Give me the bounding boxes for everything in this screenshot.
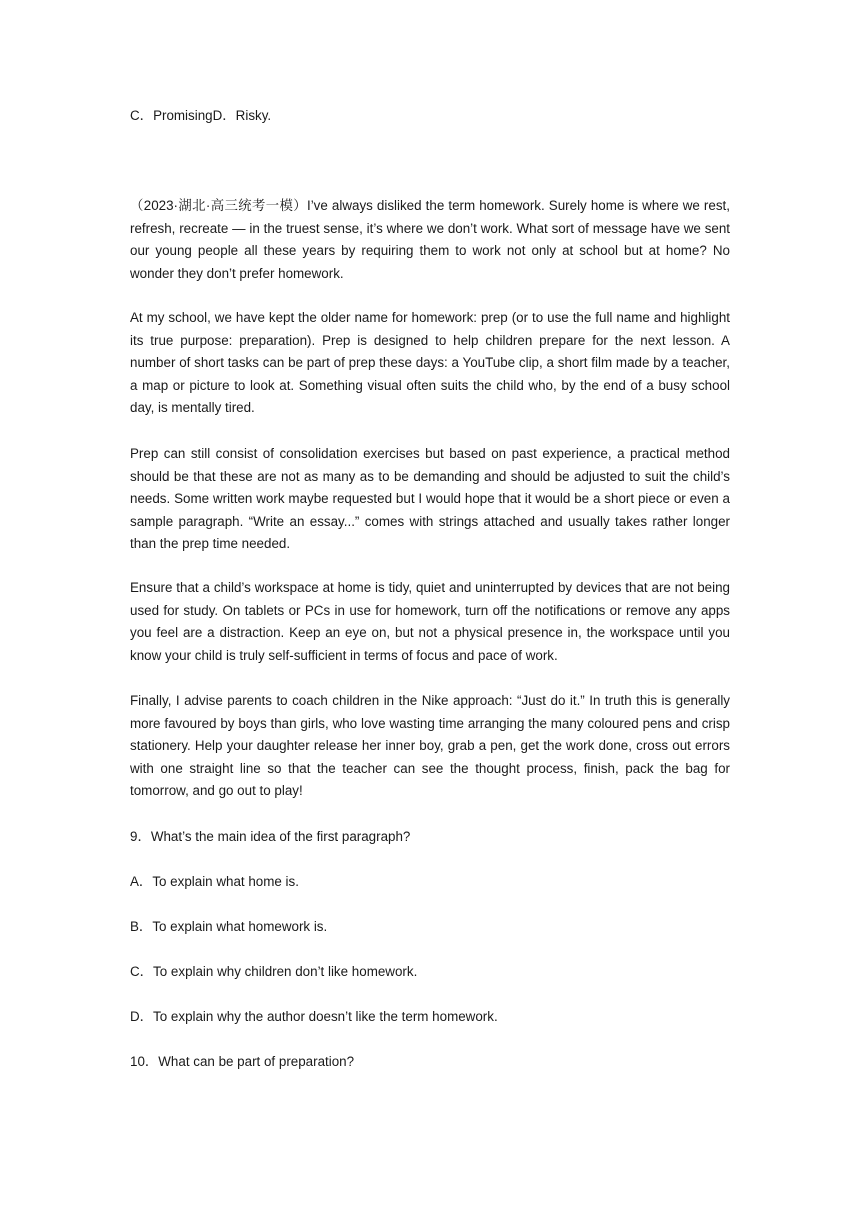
option-d-text: Risky. bbox=[235, 108, 272, 123]
question-9-option-a: A．To explain what home is. bbox=[130, 874, 299, 889]
passage-paragraph-4: Ensure that a child’s workspace at home is tidy, quiet and uninterrupted by devices that are not being used for study. On tablets or PCs in use for homework, turn off the notifications or remove any apps you feel are a distraction. Keep an eye on, but not a physical presence in, the workspace until you know your child is truly self-sufficient in terms of focus and pace of work. bbox=[130, 580, 730, 663]
question-9-stem: 9．What’s the main idea of the first paragraph? bbox=[130, 829, 411, 844]
passage-paragraph-2: At my school, we have kept the older name for homework: prep (or to use the full name and highlight its true purpose: preparation). Prep is designed to help children prepare for the next lesson. A number of short tasks can be part of prep these days: a YouTube clip, a short film made by a teacher, a map or picture to look at. Something visual often suits the child who, by the end of a busy school day, is mentally tired. bbox=[130, 310, 730, 416]
question-10-stem: 10．What can be part of preparation? bbox=[130, 1054, 355, 1069]
question-9-option-d: D．To explain why the author doesn’t like the term homework. bbox=[130, 1009, 498, 1024]
passage-source: （2023·湖北·高三统考一模） bbox=[130, 198, 307, 213]
option-d-label: D． bbox=[212, 108, 236, 123]
question-9-option-c: C．To explain why children don’t like homework. bbox=[130, 964, 418, 979]
paragraph-1-text: I’ve always disliked the term homework. Surely home is where we rest, refresh, recreate — in the truest sense, it’s where we don’t work. What sort of message have we sent our young people all these years by requiring them to work not only at school but at home? No wonder they don’t prefer homework. bbox=[130, 198, 730, 281]
passage-paragraph-3: Prep can still consist of consolidation exercises but based on past experience, a practical method should be that these are not as many as to be demanding and should be adjusted to suit the child’s needs. Some written work maybe requested but I would hope that it would be a short piece or even a sample paragraph. “Write an essay...” comes with strings attached and usually takes rather longer than the prep time needed. bbox=[130, 446, 730, 552]
previous-question-options bbox=[130, 107, 271, 125]
option-c-text: Promising bbox=[153, 108, 213, 123]
option-c-label: C． bbox=[130, 108, 154, 123]
passage-paragraph-1 bbox=[130, 195, 730, 285]
question-9-option-b: B．To explain what homework is. bbox=[130, 919, 328, 934]
passage-paragraph-5: Finally, I advise parents to coach children in the Nike approach: “Just do it.” In truth this is generally more favoured by boys than girls, who love wasting time arranging the many coloured pens and crisp stationery. Help your daughter release her inner boy, grab a pen, get the work done, cross out errors with one straight line so that the teacher can see the thought process, finish, pack the bag for tomorrow, and go out to play! bbox=[130, 693, 730, 799]
